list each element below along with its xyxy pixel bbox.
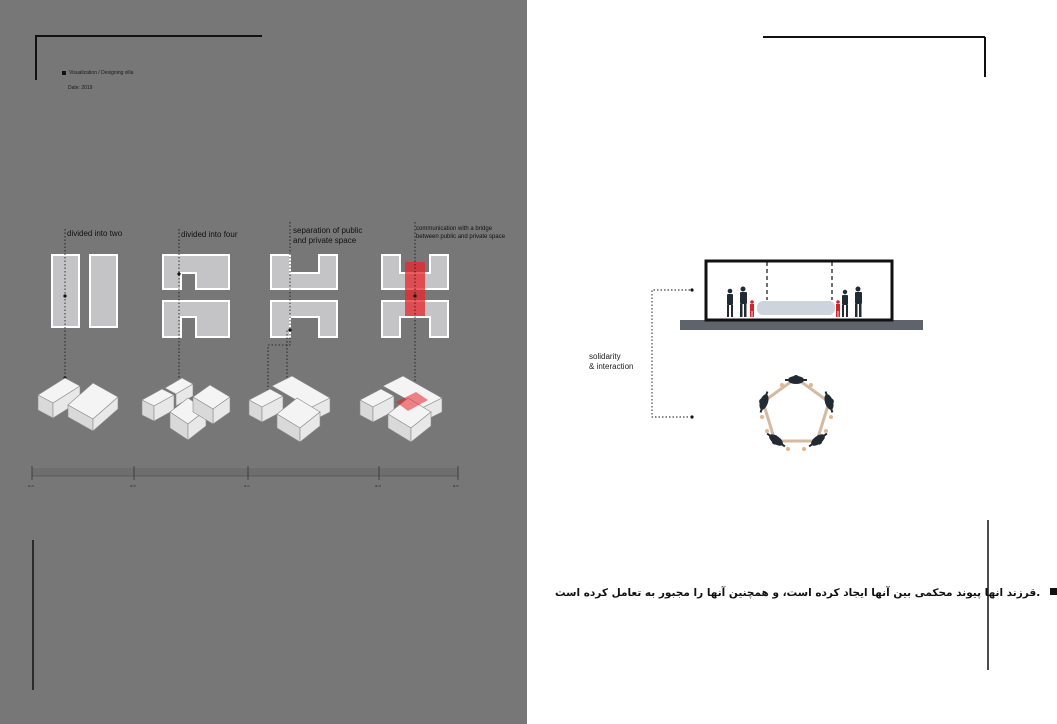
bracket-dot-bottom [690, 415, 693, 418]
persian-note: قرزند انها پیوند محکمی بین آنها ایجاد کرده است، و همچنین آنها را مجبور به تعامل کرده است. [555, 583, 973, 601]
category-label: Visualization / Designing villa [62, 70, 133, 76]
bullet-square-icon [1050, 588, 1057, 595]
scale-tick-3: a-c [244, 483, 250, 488]
scale-tick-5: a-e [453, 483, 459, 488]
date-label: Date: 2019 [68, 85, 93, 91]
section-drawing [680, 261, 923, 330]
plan-step-1 [52, 255, 117, 327]
scale-tick-4: a-d [375, 483, 381, 488]
people-circle [756, 375, 837, 451]
left-frame-lines [33, 36, 262, 690]
massing-step-1 [38, 378, 118, 431]
step-1-label: divided into two [67, 229, 123, 238]
plan-step-2 [163, 255, 229, 337]
right-frame-lines [763, 37, 988, 670]
massing-step-2 [142, 378, 230, 440]
massing-step-4 [360, 376, 442, 442]
plan-step-3 [271, 255, 337, 337]
concept-bracket [652, 290, 690, 417]
bracket-dot-top [690, 288, 693, 291]
scale-tick-2: a-b [130, 483, 136, 488]
step-4-label: communication with a bridge between public and private space [416, 226, 506, 240]
scale-tick-1: a-a [28, 483, 34, 488]
step-2-label: divided into four [181, 230, 238, 239]
concept-label: solidarity & interaction [589, 352, 634, 371]
massing-step-3 [249, 376, 330, 442]
step-3-label: separation of public and private space [293, 226, 363, 245]
scale-bar [32, 466, 458, 480]
